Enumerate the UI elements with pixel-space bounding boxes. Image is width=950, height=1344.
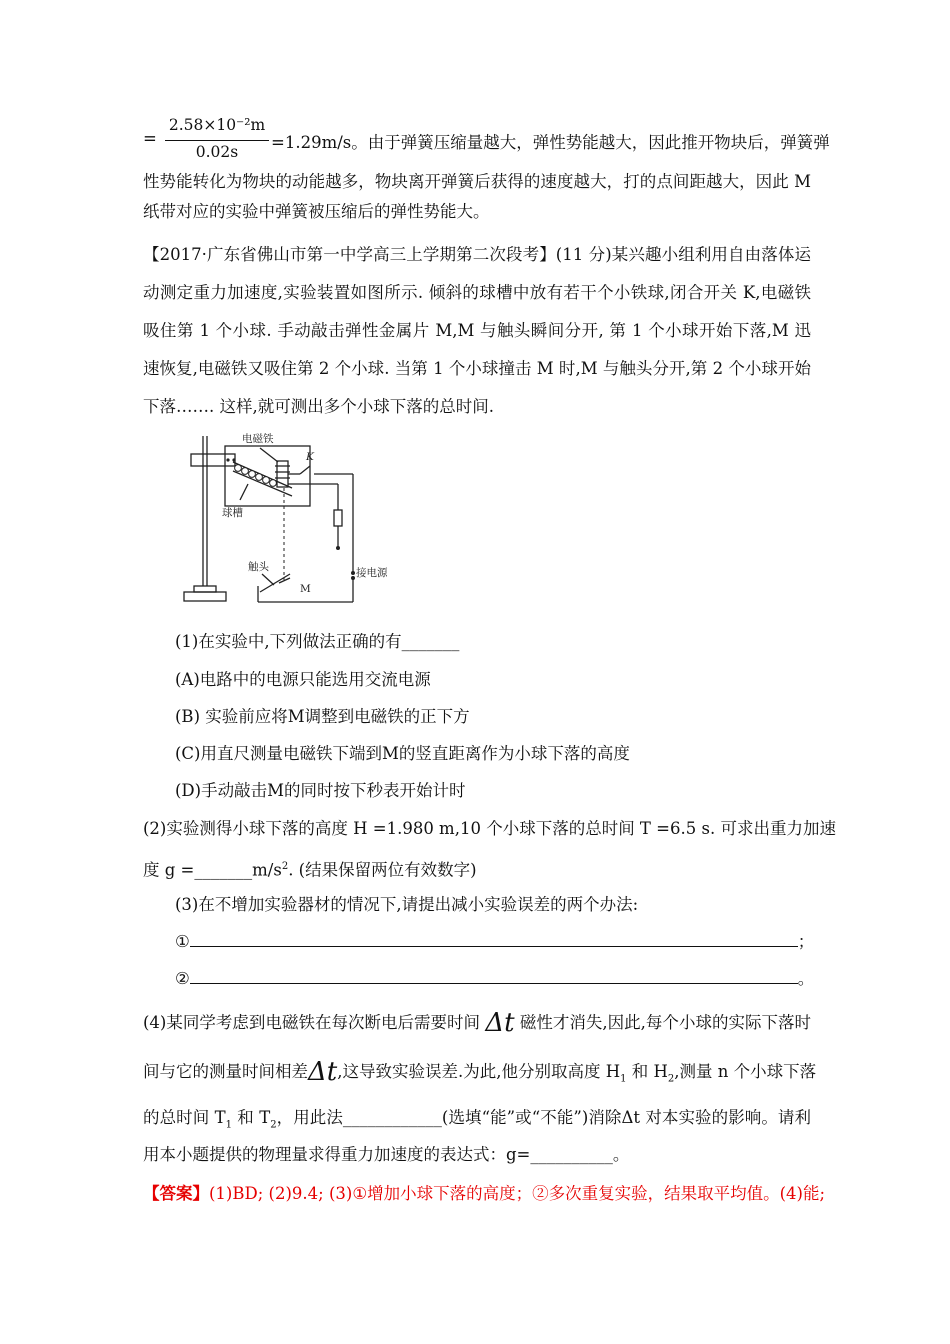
label-electromagnet: 电磁铁 — [242, 433, 274, 445]
q4-text: 和 H — [626, 1062, 668, 1081]
q4-text: 磁性才消失,因此,每个小球的实际下落时 — [519, 1013, 812, 1032]
label-power: 接电源 — [356, 567, 388, 579]
q3-blank-2 — [175, 968, 815, 990]
label-contact: 触头 — [248, 561, 269, 573]
q4-text: ，用此法____________(选填“能”或“不能”)消除Δt 对本实验的影响。请利 — [276, 1108, 811, 1127]
q4-text: ,测量 n 个小球下落 — [674, 1062, 817, 1081]
paragraph-line: 纸带对应的实验中弹簧被压缩后的弹性势能大。 — [143, 202, 490, 221]
q2-line2 — [143, 856, 811, 882]
formula-denominator: 0.02s — [195, 143, 239, 161]
stand-base — [184, 592, 226, 601]
q3-stem: (3)在不增加实验器材的情况下,请提出减小实验误差的两个办法: — [175, 895, 639, 914]
paragraph-line: 下落……. 这样,就可测出多个小球下落的总时间. — [143, 397, 494, 416]
paragraph-line: 速恢复,电磁铁又吸住第 2 个小球. 当第 1 个小球撞击 M 时,M 与触头分开,第 2 个小球开始 — [143, 359, 811, 378]
label-k: K — [306, 451, 314, 463]
period: 。 — [797, 969, 815, 988]
q2-line2-b: . (结果保留两位有效数字) — [288, 860, 477, 880]
q4-line1 — [143, 1008, 812, 1038]
paragraph-line: 动测定重力加速度,实验装置如图所示. 倾斜的球槽中放有若干个小铁球,闭合开关 K,电磁铁 — [143, 283, 811, 302]
formula-result-text: =1.29m/s。由于弹簧压缩量越大，弹性势能越大，因此推开物块后，弹簧弹 — [271, 133, 830, 152]
resistor — [334, 510, 342, 526]
circle-two: ② — [175, 969, 190, 988]
magnet-box — [225, 446, 310, 506]
answer-blank-1[interactable] — [190, 932, 798, 947]
subscript: 1 — [620, 1073, 627, 1085]
delta-t-symbol: Δt — [485, 1008, 515, 1038]
q4-text: 间与它的测量时间相差 — [143, 1062, 308, 1081]
answer-line — [143, 1183, 826, 1205]
q4-text: 的总时间 T — [143, 1108, 226, 1127]
label-groove: 球槽 — [222, 507, 243, 519]
answer-blank-2[interactable] — [190, 969, 798, 984]
paragraph-line: 吸住第 1 个小球. 手动敲击弹性金属片 M,M 与触头瞬间分开, 第 1 个小球开始下落,M 迅 — [143, 321, 811, 340]
apparatus-figure — [178, 428, 400, 608]
stand-foot — [194, 586, 216, 592]
semicolon: ； — [797, 932, 815, 951]
q4-line3 — [143, 1107, 811, 1136]
switch-k — [300, 466, 310, 474]
fraction-bar — [165, 140, 269, 141]
q4-line4: 用本小题提供的物理量求得重力加速度的表达式：g=__________。 — [143, 1145, 630, 1164]
answer-tag: 【答案】 — [143, 1184, 209, 1203]
question-header: 【2017·广东省佛山市第一中学高三上学期第二次段考】(11 分)某兴趣小组利用自由落体运 — [143, 245, 811, 264]
answer-text: (1)BD; (2)9.4; (3)①增加小球下落的高度；②多次重复实验，结果取平均值。(4)能; — [209, 1184, 826, 1203]
label-m: M — [300, 583, 311, 595]
velocity-formula — [143, 116, 830, 166]
q1-option-c: (C)用直尺测量电磁铁下端到M的竖直距离作为小球下落的高度 — [175, 744, 630, 763]
subscript: 2 — [667, 1073, 675, 1085]
q1-option-d: (D)手动敲击M的同时按下秒表开始计时 — [175, 781, 466, 800]
q1-option-b: (B) 实验前应将M调整到电磁铁的正下方 — [175, 707, 470, 726]
subscript: 1 — [225, 1119, 232, 1131]
q4-text: ,这导致实验误差.为此,他分别取高度 H — [337, 1062, 621, 1081]
subscript: 2 — [270, 1119, 277, 1131]
apparatus-diagram — [178, 428, 400, 608]
q2-line2-a: 度 g =_______m/s — [143, 860, 282, 880]
q1-option-a: (A)电路中的电源只能选用交流电源 — [175, 670, 431, 689]
q4-text: 和 T — [231, 1108, 271, 1127]
circle-one: ① — [175, 932, 190, 951]
q2-exponent: 2 — [281, 861, 289, 872]
electromagnet — [277, 461, 288, 487]
formula-equals: = — [143, 129, 157, 148]
delta-t-symbol: Δt — [308, 1057, 338, 1087]
q3-blank-1 — [175, 931, 815, 953]
formula-numerator: 2.58×10⁻²m — [168, 116, 266, 134]
paragraph-line: 性势能转化为物块的动能越多，物块离开弹簧后获得的速度越大，打的点间距越大，因此 M — [143, 172, 811, 191]
q2-line1: (2)实验测得小球下落的高度 H =1.980 m,10 个小球下落的总时间 T =6.5 s. 可求出重力加速 — [143, 819, 836, 838]
q4-text: (4)某同学考虑到电磁铁在每次断电后需要时间 — [143, 1013, 481, 1032]
q1-stem: (1)在实验中,下列做法正确的有_______ — [175, 632, 460, 651]
q4-line2 — [143, 1057, 817, 1090]
